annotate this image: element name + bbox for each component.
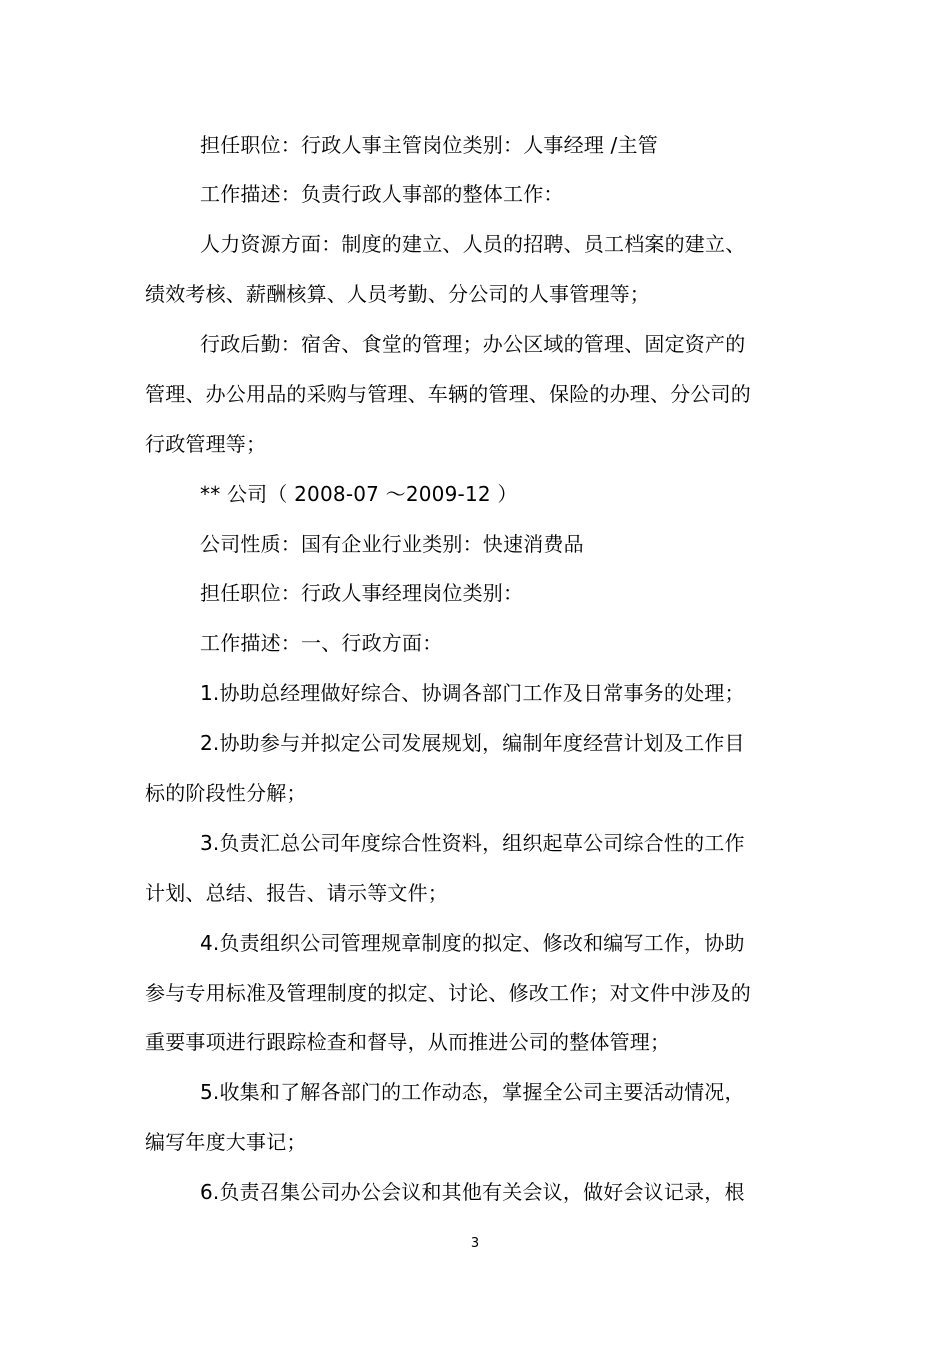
- text-line: 5.收集和了解各部门的工作动态，掌握全公司主要活动情况，: [200, 1080, 745, 1104]
- text-line: 工作描述：一、行政方面：: [200, 631, 443, 655]
- text-line: 行政管理等；: [145, 432, 267, 456]
- text-line: ** 公司（ 2008-07 ～2009-12 ）: [200, 482, 518, 506]
- text-line: 1.协助总经理做好综合、协调各部门工作及日常事务的处理；: [200, 681, 745, 705]
- text-line: 标的阶段性分解；: [145, 781, 307, 805]
- text-line: 管理、办公用品的采购与管理、车辆的管理、保险的办理、分公司的: [145, 382, 751, 406]
- text-line: 2.协助参与并拟定公司发展规划，编制年度经营计划及工作目: [200, 731, 745, 755]
- text-line: 计划、总结、报告、请示等文件；: [145, 881, 448, 905]
- text-line: 6.负责召集公司办公会议和其他有关会议，做好会议记录，根: [200, 1180, 745, 1204]
- text-line: 重要事项进行跟踪检查和督导，从而推进公司的整体管理；: [145, 1030, 671, 1054]
- text-line: 参与专用标准及管理制度的拟定、讨论、修改工作；对文件中涉及的: [145, 981, 751, 1005]
- text-line: 公司性质：国有企业行业类别：快速消费品: [200, 532, 584, 556]
- text-line: 3.负责汇总公司年度综合性资料，组织起草公司综合性的工作: [200, 831, 745, 855]
- text-line: 担任职位：行政人事经理岗位类别：: [200, 581, 524, 605]
- text-line: 绩效考核、薪酬核算、人员考勤、分公司的人事管理等；: [145, 282, 650, 306]
- text-line: 工作描述：负责行政人事部的整体工作：: [200, 182, 564, 206]
- page-number: 3: [470, 1236, 480, 1251]
- text-line: 行政后勤：宿舍、食堂的管理；办公区域的管理、固定资产的: [200, 332, 746, 356]
- text-line: 编写年度大事记；: [145, 1130, 307, 1154]
- text-line: 担任职位：行政人事主管岗位类别：人事经理 /主管: [200, 133, 658, 157]
- text-line: 4.负责组织公司管理规章制度的拟定、修改和编写工作，协助: [200, 931, 745, 955]
- text-line: 人力资源方面：制度的建立、人员的招聘、员工档案的建立、: [200, 232, 746, 256]
